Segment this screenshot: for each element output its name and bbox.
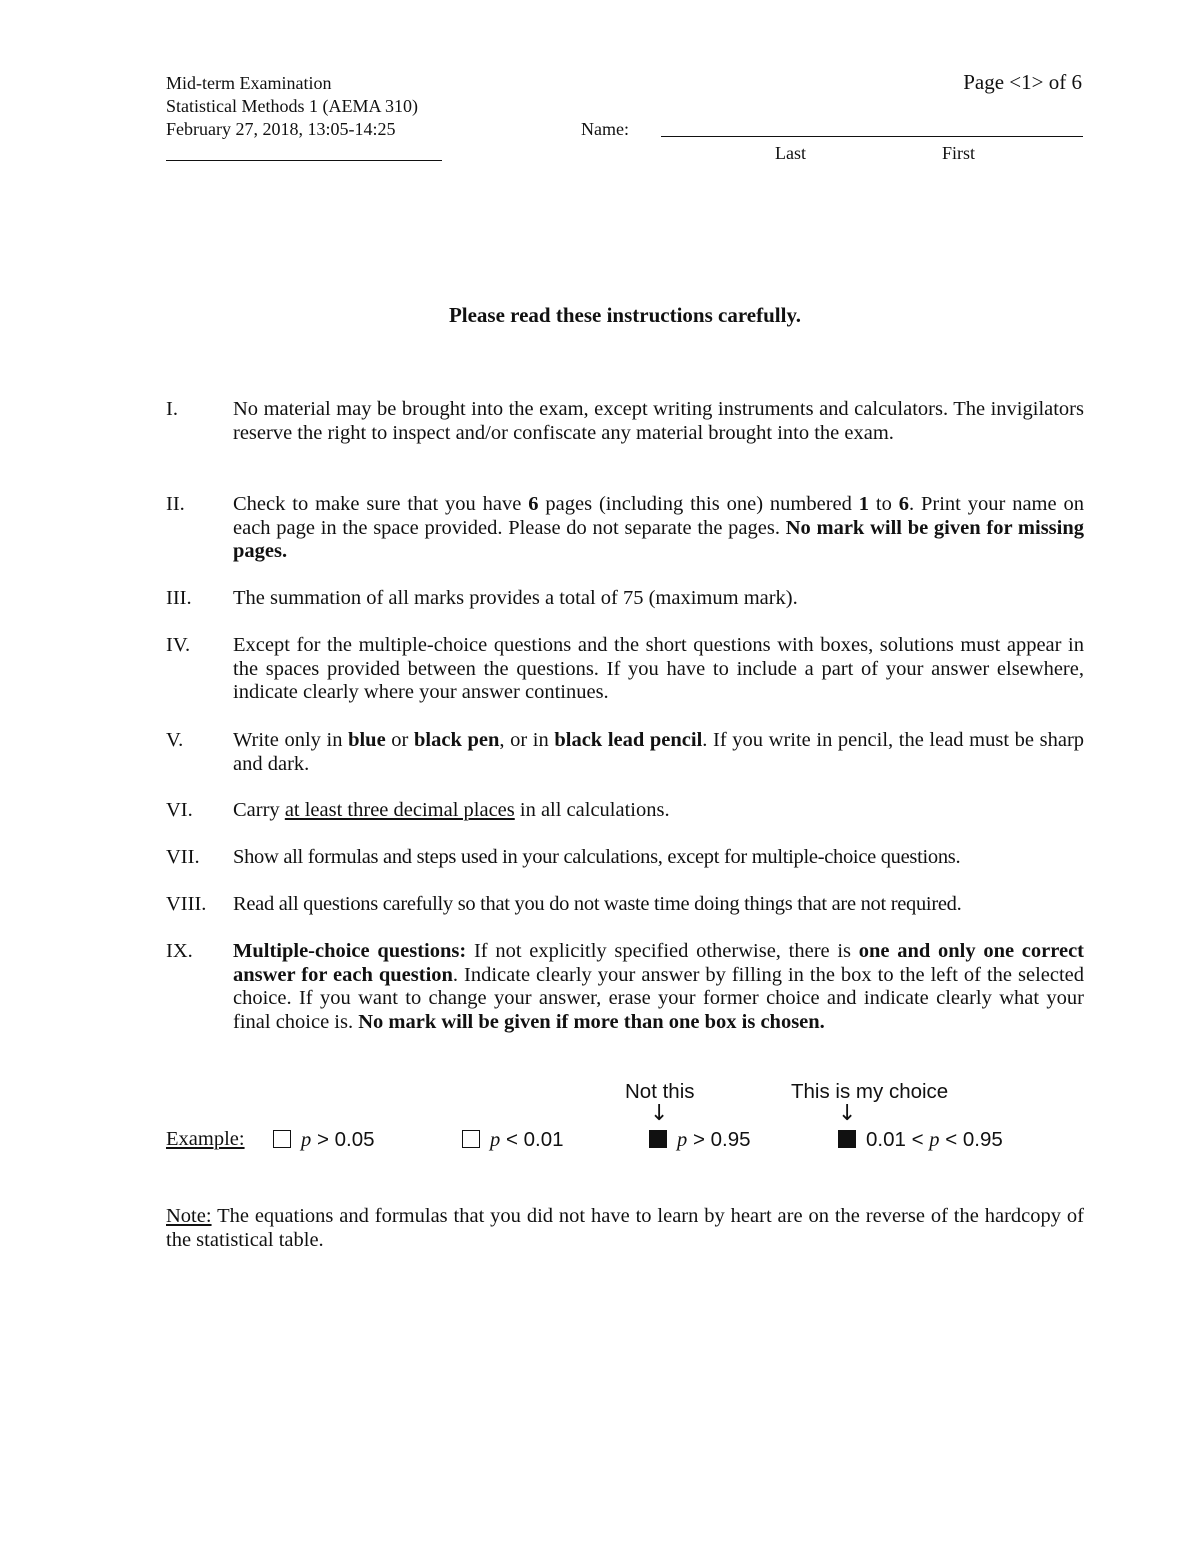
- instruction-item: [166, 940, 1084, 1034]
- item-number: VIII.: [166, 893, 207, 915]
- item-number: IX.: [166, 940, 193, 962]
- instruction-item: [166, 799, 1084, 846]
- item-number: II.: [166, 493, 185, 515]
- page-number: Page <1> of 6: [963, 70, 1082, 94]
- example-option-1: p > 0.05: [273, 1128, 375, 1152]
- erased-checkbox-icon: [649, 1130, 667, 1148]
- last-name-label: Last: [775, 143, 806, 163]
- item-number: V.: [166, 729, 184, 751]
- instructions-list: [166, 398, 1084, 1034]
- item-number: VII.: [166, 846, 200, 868]
- instruction-item: [166, 729, 1084, 799]
- example-option-2: p < 0.01: [462, 1128, 564, 1152]
- note-text: The equations and formulas that you did not have to learn by heart are on the reverse of the hardcopy of the statistical table.: [166, 1205, 1084, 1251]
- item-text: Carry at least three decimal places in all calculations.: [233, 799, 670, 821]
- instruction-item: [166, 893, 1084, 940]
- down-arrow-icon: ↓: [838, 1101, 857, 1126]
- exam-date-time: February 27, 2018, 13:05-14:25: [166, 119, 396, 139]
- my-choice-caption: This is my choice: [791, 1080, 949, 1103]
- empty-checkbox-icon: [273, 1130, 291, 1148]
- item-number: VI.: [166, 799, 193, 821]
- footnote: [166, 1205, 1084, 1252]
- name-field-line[interactable]: [661, 136, 1083, 137]
- header-left-rule: [166, 160, 442, 161]
- instruction-item: [166, 587, 1084, 634]
- empty-checkbox-icon: [462, 1130, 480, 1148]
- course-name: Statistical Methods 1 (AEMA 310): [166, 96, 418, 116]
- instruction-item: [166, 634, 1084, 729]
- instructions-title: Please read these instructions carefully.: [448, 303, 802, 327]
- item-text: Multiple-choice questions: If not explicitly specified otherwise, there is one and only one correct answer for each question. Indicate clearly your answer by filling in the box to the left of the selected choice. If you want to change your answer, erase your former choice and indicate clearly what your final choice is. No mark will be given if more than one box is chosen.: [233, 940, 1085, 1033]
- item-text: Write only in blue or black pen, or in black lead pencil. If you write in pencil, the lead must be sharp and dark.: [233, 729, 1085, 775]
- item-number: III.: [166, 587, 192, 609]
- item-text: The summation of all marks provides a total of 75 (maximum mark).: [233, 587, 798, 609]
- item-text: No material may be brought into the exam, except writing instruments and calculators. The invigilators reserve the right to inspect and/or confiscate any material brought into the exam.: [233, 398, 1084, 444]
- note-label: Note:: [166, 1205, 212, 1227]
- filled-checkbox-icon: [838, 1130, 856, 1148]
- name-label: Name:: [581, 119, 629, 139]
- instruction-item: [166, 493, 1084, 587]
- item-text: Except for the multiple-choice questions and the short questions with boxes, solutions must appear in the spaces provided between the questions. If you have to include a part of your answer elsewhere, indicate clearly where your answer continues.: [233, 634, 1084, 703]
- not-this-caption: Not this: [625, 1080, 695, 1103]
- instruction-item: [166, 398, 1084, 493]
- item-number: I.: [166, 398, 178, 420]
- first-name-label: First: [942, 143, 976, 163]
- item-text: Check to make sure that you have 6 pages (including this one) numbered 1 to 6. Print your name on each page in the space provided. Please do not separate the pages. No mark will be given for missing pages.: [233, 493, 1084, 562]
- exam-type: Mid-term Examination: [166, 73, 332, 93]
- example-option-3: p > 0.95: [649, 1128, 751, 1152]
- example-label: Example:: [166, 1128, 245, 1150]
- example-option-4: 0.01 < p < 0.95: [838, 1128, 1003, 1152]
- item-number: IV.: [166, 634, 191, 656]
- item-text: Read all questions carefully so that you do not waste time doing things that are not required.: [233, 893, 962, 915]
- instruction-item: [166, 846, 1084, 893]
- down-arrow-icon: ↓: [650, 1101, 669, 1126]
- item-text: Show all formulas and steps used in your calculations, except for multiple-choice questions.: [233, 846, 961, 868]
